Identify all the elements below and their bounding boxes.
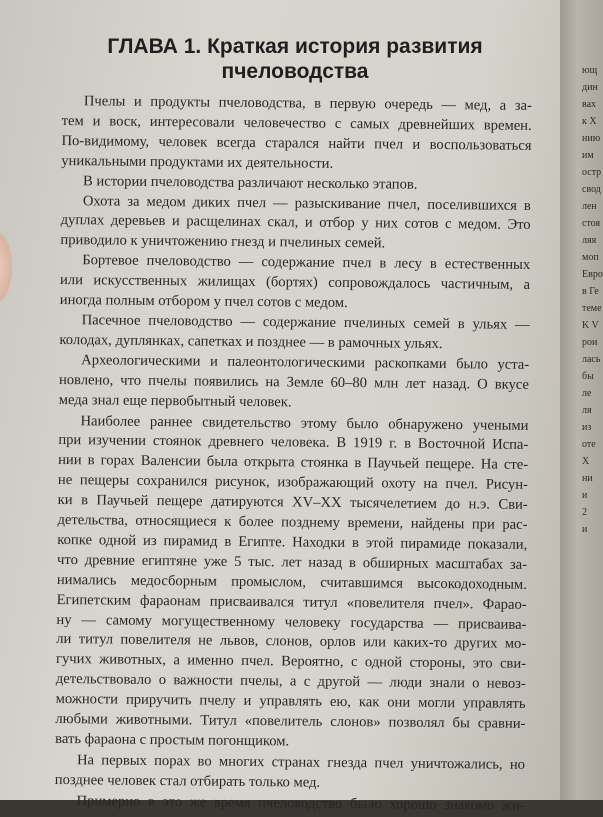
- adjacent-page-fragment: оте: [582, 439, 596, 450]
- text-line: Египетским фараонам присваивался титул «повелителя пчел». Фарао-: [56, 591, 527, 613]
- text-line: тем и воск, интересовали человечество с самых древнейших времен.: [61, 112, 532, 134]
- adjacent-page-fragment: X: [582, 456, 590, 467]
- adjacent-page-fragment: ле: [582, 388, 592, 399]
- adjacent-page-fragment: дин: [582, 82, 598, 93]
- adjacent-page-fragment: Евро: [582, 269, 603, 280]
- text-line: не пещеры сохранился рисунок, изображающий охоту на пчел. Рисун-: [57, 472, 528, 494]
- adjacent-page-fragment: ляя: [582, 235, 597, 246]
- adjacent-page-fragment: лась: [582, 354, 601, 365]
- adjacent-page-fragment: стоя: [582, 218, 601, 229]
- text-line: дуплах деревьев и расщелинах скал, и отбор у них сотов с медом. Это: [60, 212, 531, 234]
- text-line: приводило к уничтожению гнезд и пчелиных семей.: [60, 232, 386, 252]
- text-line: гучих животных, а именно пчел. Вероятно, с одной стороны, это сви-: [55, 651, 527, 673]
- adjacent-page-fragment: лен: [582, 201, 597, 212]
- text-line: уникальными продуктами их деятельности.: [61, 152, 334, 172]
- text-line: колодах, дуплянках, сапетках и позднее — в рамочных ульях.: [59, 331, 443, 352]
- text-line: нии в горах Валенсии была открыта стоянка в Паучьей пещере. На сте-: [58, 452, 529, 474]
- adjacent-page-fragment: в Ге: [582, 286, 599, 297]
- text-line: Бортевое пчеловодство — содержание пчел в лесу в естественных: [82, 252, 531, 274]
- text-line: иногда полным отбором у пчел сотов с медом.: [59, 292, 348, 312]
- text-line: Пасечное пчеловодство — содержание пчелиных семей в ульях —: [81, 312, 530, 333]
- paragraph-bort: [60, 251, 531, 316]
- text-line: можности приручить пчелу и управлять ею, как они могли управлять: [55, 691, 526, 713]
- adjacent-page-fragment: теме: [582, 303, 602, 314]
- text-line: вать фараона с простым погонщиком.: [55, 730, 290, 750]
- text-line: В истории пчеловодства различают несколько этапов.: [82, 172, 418, 193]
- text-line: меда знал еще первобытный человек.: [58, 391, 292, 411]
- adjacent-page-fragment: бы: [582, 371, 594, 382]
- adjacent-page-fragment: ля: [582, 405, 592, 416]
- adjacent-page-fragment: ющ: [582, 65, 598, 76]
- text-line: новлено, что пчелы появились на Земле 60–80 млн лет назад. О вкусе: [58, 371, 530, 393]
- chapter-title: [60, 34, 530, 84]
- text-line: ли титул повелителя не львов, слонов, орлов или каких-то других мо-: [56, 631, 527, 653]
- paragraph-archaeology: [59, 351, 530, 416]
- text-line: или искусственных жилищах (бортях) сопровождалось частичным, а: [59, 272, 531, 294]
- paragraph-same-time: [54, 792, 524, 817]
- text-line: при изучении стоянок древнего человека. В 1919 г. в Восточной Испа-: [58, 432, 529, 454]
- paragraph-apiary: [59, 311, 529, 356]
- text-line: На первых порах во многих странах гнезда пчел уничтожались, но: [76, 752, 526, 773]
- paragraph-evidence: [55, 411, 529, 754]
- text-line: Пчелы и продукты пчеловодства, в первую очередь — мед, а за-: [83, 93, 532, 114]
- text-line: ки в Паучьей пещере датируются XV–XX тысячелетием до н.э. Сви-: [57, 492, 528, 514]
- text-line: позднее человек стал отбирать только мед.: [54, 771, 321, 791]
- adjacent-page-fragment: и: [582, 524, 588, 535]
- text-line: детельствовало о важности пчелы, а с другой — люди знали о невоз-: [55, 671, 526, 693]
- text-line: Примерно в это же время пчеловодство было хорошо знакомо жи-: [76, 792, 525, 814]
- text-line: что древние египтяне уже 5 тыс. лет назад в обширных масштабах за-: [57, 551, 528, 573]
- text-line: Археологическими и палеонтологическими раскопками было уста-: [81, 351, 530, 373]
- chapter-body: [54, 92, 532, 817]
- adjacent-page-fragment: вах: [582, 99, 597, 110]
- adjacent-page-fragments: [560, 62, 603, 538]
- adjacent-page-fragment: им: [582, 150, 594, 161]
- text-line: нимались медосборным промыслом, считавшимся высокодоходным.: [56, 571, 527, 593]
- adjacent-page-fragment: моп: [582, 252, 599, 263]
- text-line: По-видимому, человек всегда старался найти пчел и воспользоваться: [61, 132, 532, 154]
- text-line: любыми животными. Титул «повелитель слонов» позволял бы сравни-: [55, 711, 526, 732]
- adjacent-page-fragment: 2: [582, 507, 587, 518]
- adjacent-page-fragment: из: [582, 422, 592, 433]
- text-line: копке одной из пирамид в Египте. Находки в этой пирамиде показали,: [57, 531, 528, 553]
- chapter-title-line: пчеловодства: [221, 60, 369, 83]
- adjacent-page-fragment: к X: [582, 116, 597, 127]
- adjacent-page-edge: [560, 0, 603, 800]
- adjacent-page-fragment: K V: [582, 320, 599, 331]
- text-line: ну — самому могущественному человеку государства — присваива-: [56, 611, 527, 633]
- adjacent-page-fragment: остр: [582, 167, 602, 178]
- paragraph-hunting: [60, 192, 531, 257]
- paragraph-intro: [61, 92, 532, 177]
- adjacent-page-fragment: и: [582, 490, 588, 501]
- text-line: Наиболее раннее свидетельство этому было обнаружено учеными: [80, 412, 529, 434]
- text-line: Охота за медом диких пчел — разыскивание пчел, поселившихся в: [82, 192, 531, 214]
- adjacent-page-fragment: ни: [582, 473, 593, 484]
- adjacent-page-fragment: свод: [582, 184, 601, 195]
- text-line: детельства, относящиеся к более позднему времени, найдены при рас-: [57, 512, 528, 533]
- chapter-title-line: ГЛАВА 1. Краткая история развития: [107, 35, 483, 58]
- adjacent-page-fragment: рои: [582, 337, 598, 348]
- adjacent-page-fragment: нию: [582, 133, 601, 144]
- thumb-shadow: [0, 232, 12, 302]
- paragraph-early-times: [55, 751, 525, 796]
